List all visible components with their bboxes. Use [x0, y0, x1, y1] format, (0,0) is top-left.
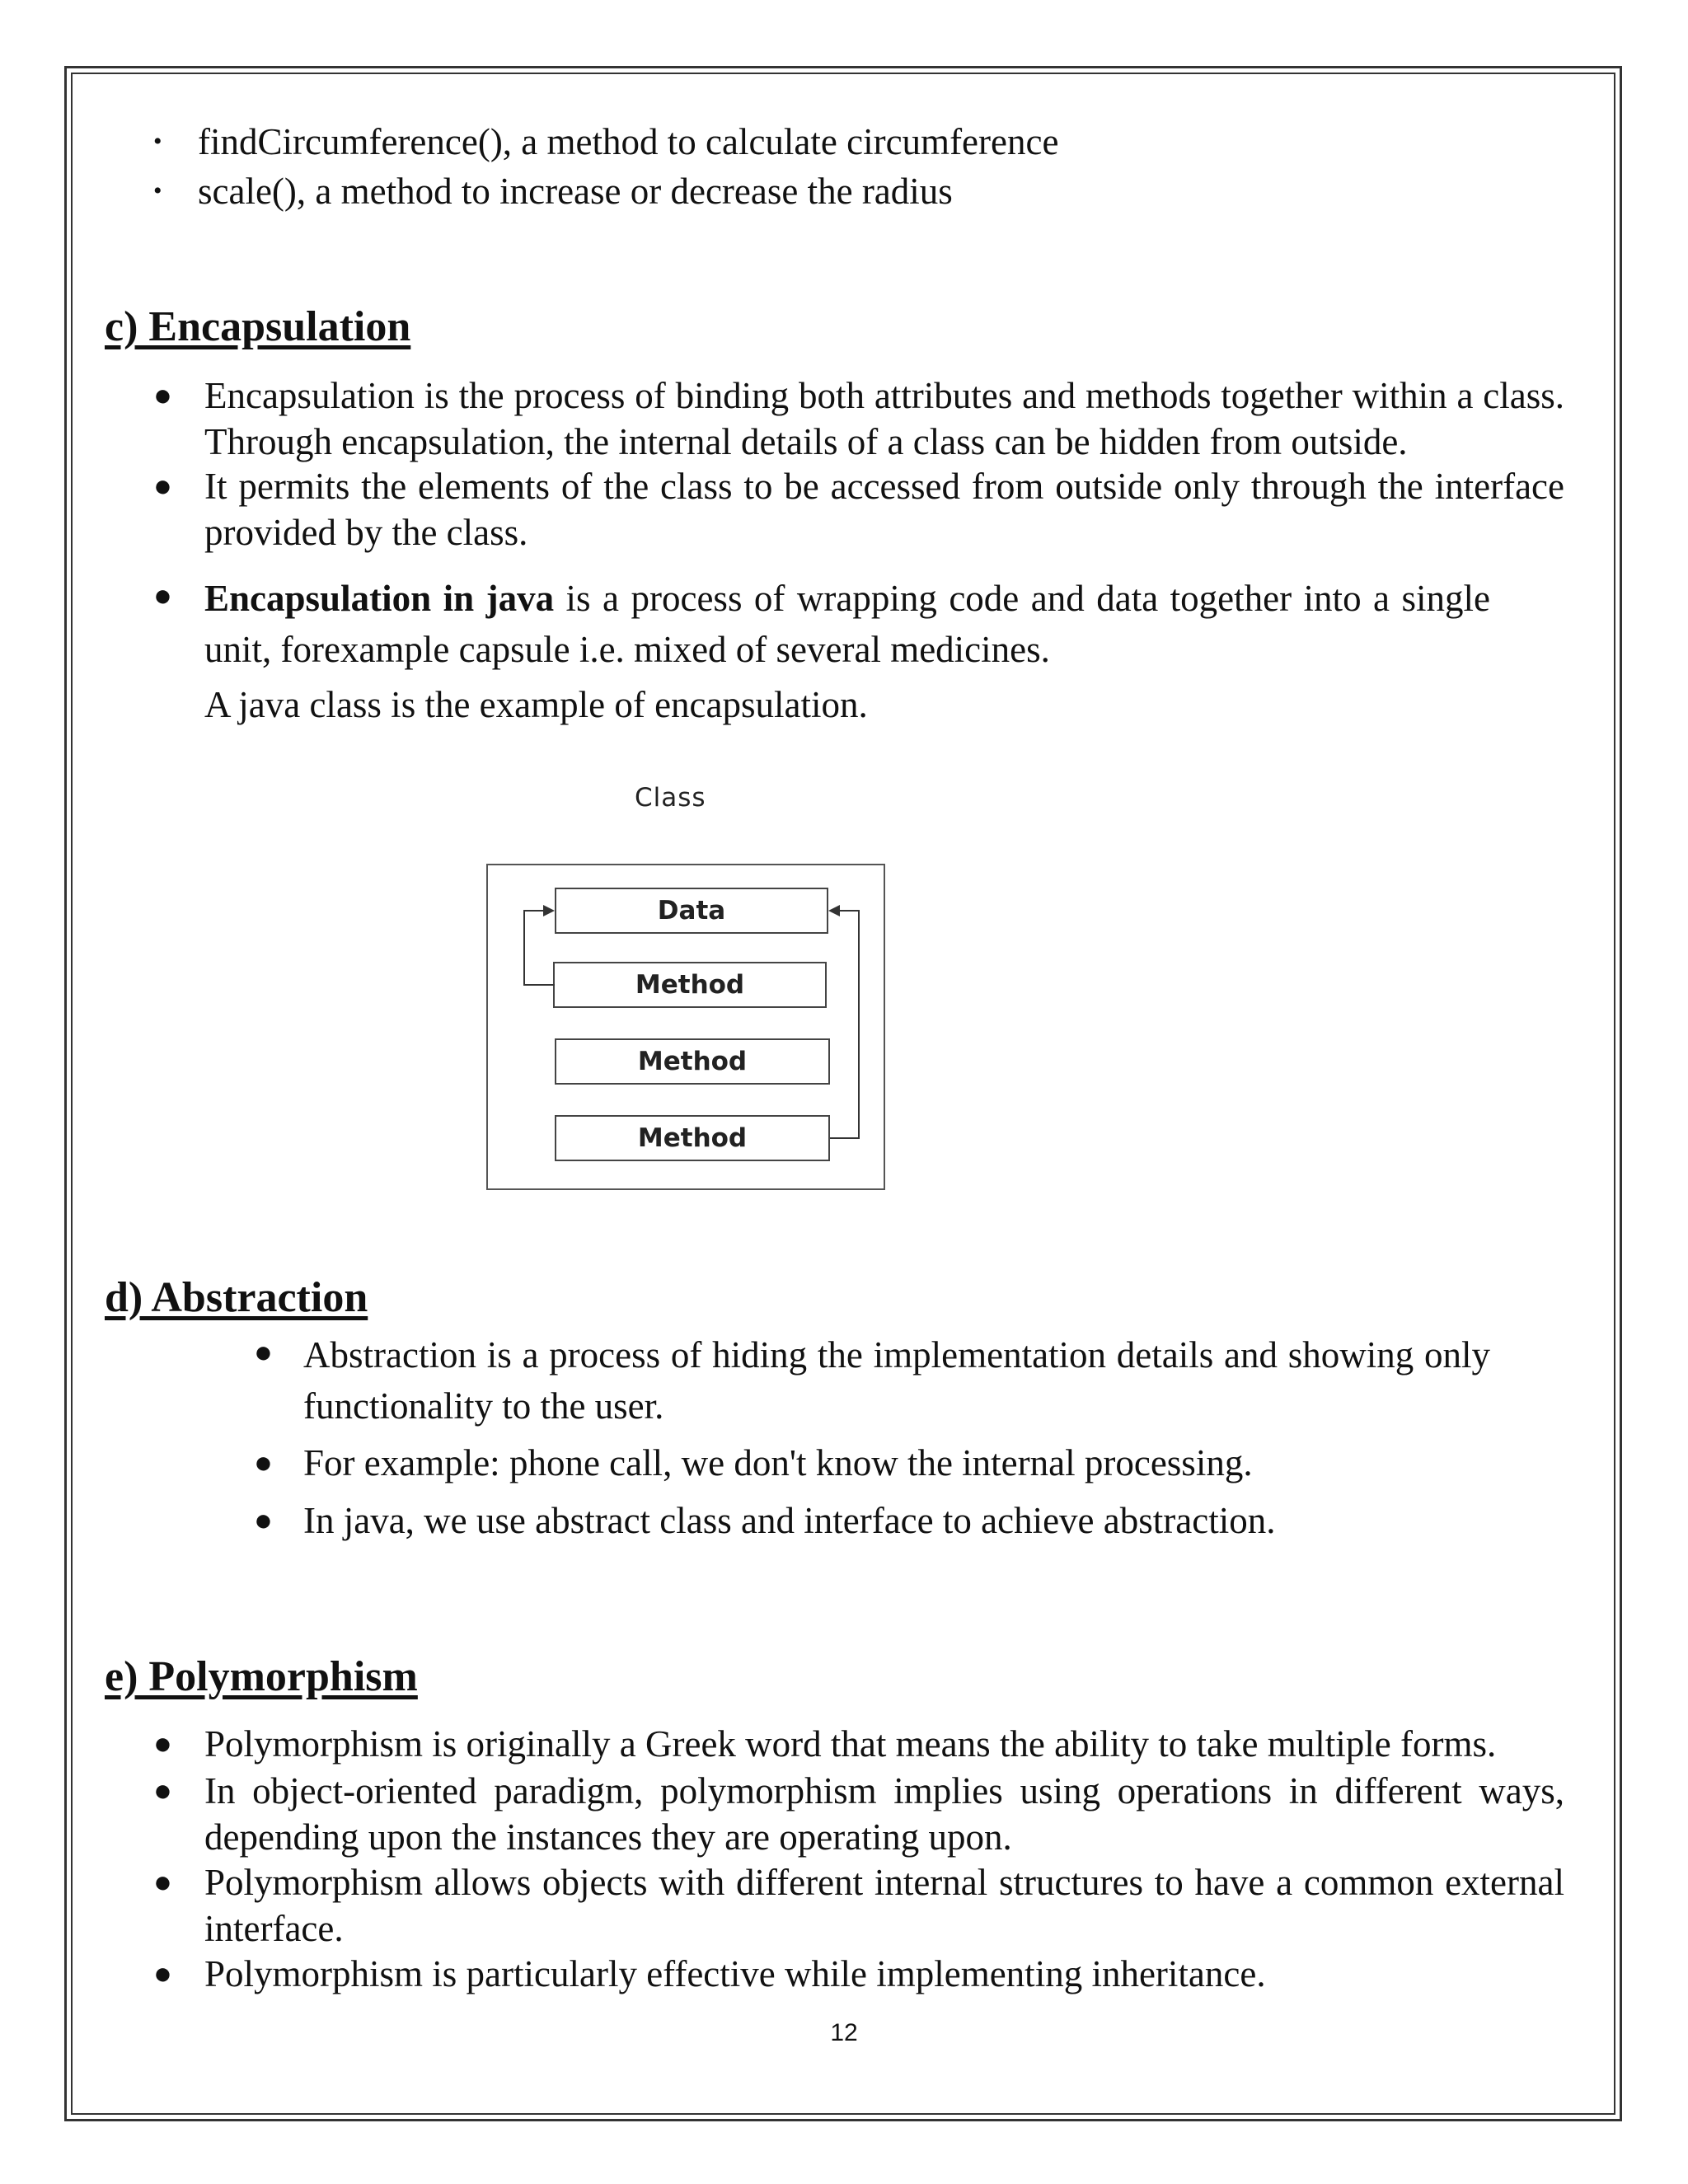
arrow-head [543, 905, 555, 916]
paragraph-polymorphism-2: In object-oriented paradigm, polymorphism implies using operations in different ways, depending upon the instances they are operating upon. [204, 1770, 1564, 1858]
paragraph-abstraction-1: Abstraction is a process of hiding the implementation details and showing only functionality to the user. [303, 1334, 1490, 1427]
data-box: Data [555, 888, 828, 934]
paragraph-polymorphism-3: Polymorphism allows objects with different internal structures to have a common external interface. [204, 1862, 1564, 1949]
list-item: findCircumference(), a method to calculate circumference [198, 121, 1059, 162]
paragraph-encapsulation-1: Encapsulation is the process of binding both attributes and methods together within a class. Through encapsulation, the internal details of a class can be hidden from outside. [204, 375, 1564, 462]
paragraph-text: is a process of wrapping code and data together into a single unit, forexample capsule i.e. mixed of several medicines. [204, 578, 1490, 670]
bullet-dot: ● [153, 1774, 172, 1808]
connector-line [523, 984, 555, 986]
bold-term: Encapsulation in java [204, 578, 555, 619]
method-box: Method [555, 1038, 830, 1085]
method-box: Method [553, 962, 827, 1008]
page-number: 12 [830, 2019, 858, 2046]
bullet-dot: • [153, 177, 162, 204]
paragraph-polymorphism-1: Polymorphism is originally a Greek word that means the ability to take multiple forms. [204, 1723, 1497, 1765]
section-heading-abstraction: d) Abstraction [105, 1274, 368, 1321]
section-heading-polymorphism: e) Polymorphism [105, 1653, 418, 1700]
method-box: Method [555, 1115, 830, 1161]
arrow-head [828, 905, 840, 916]
connector-line [840, 910, 860, 912]
paragraph-abstraction-3: In java, we use abstract class and interface to achieve abstraction. [303, 1500, 1276, 1541]
section-heading-encapsulation: c) Encapsulation [105, 303, 411, 350]
paragraph-encapsulation-2: It permits the elements of the class to be accessed from outside only through the interface provided by the class. [204, 466, 1564, 553]
paragraph-polymorphism-4: Polymorphism is particularly effective while implementing inheritance. [204, 1953, 1266, 1994]
connector-line [858, 910, 860, 1139]
connector-line [830, 1137, 860, 1139]
paragraph-encapsulation-3 [204, 573, 1490, 675]
bullet-dot: • [153, 128, 162, 155]
paragraph-encapsulation-4: A java class is the example of encapsulation. [204, 684, 868, 725]
bullet-dot: ● [153, 1727, 172, 1761]
bullet-dot: ● [153, 579, 172, 613]
bullet-dot: ● [254, 1446, 273, 1480]
bullet-dot: ● [153, 469, 172, 504]
paragraph-abstraction-2: For example: phone call, we don't know the internal processing. [303, 1442, 1253, 1483]
connector-line [523, 910, 525, 986]
connector-line [523, 910, 543, 912]
diagram-title: Class [635, 783, 706, 813]
bullet-dot: ● [254, 1503, 273, 1538]
list-item: scale(), a method to increase or decrease the radius [198, 171, 953, 212]
bullet-dot: ● [153, 1865, 172, 1900]
bullet-dot: ● [254, 1335, 273, 1370]
bullet-dot: ● [153, 1957, 172, 1991]
bullet-dot: ● [153, 378, 172, 413]
